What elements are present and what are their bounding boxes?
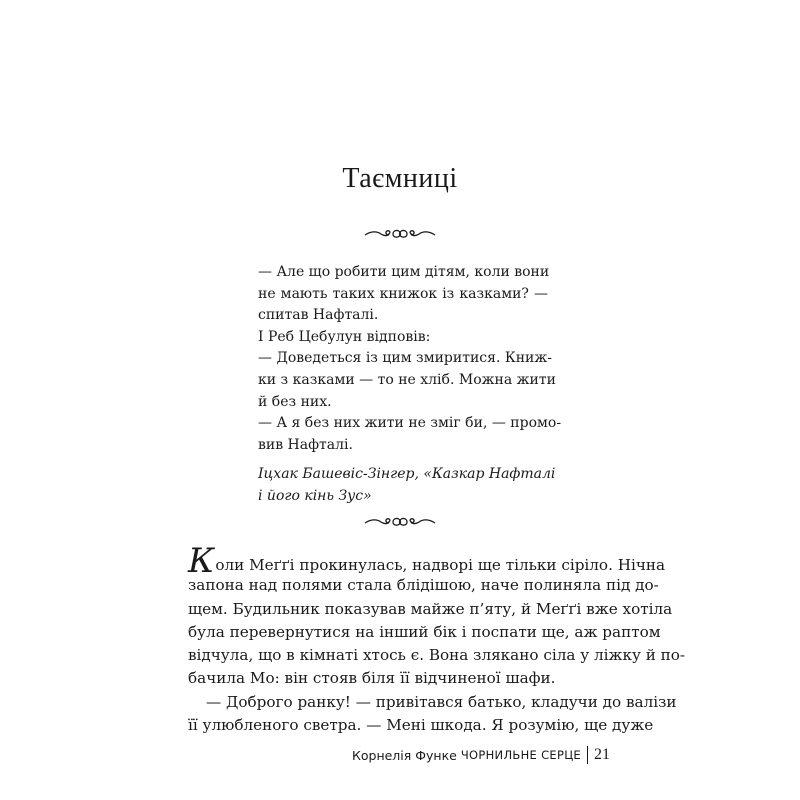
body-line: відчула, що в кімнаті хтось є. Вона злякано сіла у ліжку й по- — [188, 646, 686, 665]
body-line: Коли Меґґі прокинулась, надворі ще тільки сіріло. Нічна — [188, 541, 666, 581]
epigraph-line: — Доведеться із цим змиритися. Книж- — [258, 350, 552, 367]
epigraph-line: І Реб Цебулун відповів: — [258, 328, 431, 345]
epigraph-line: ки з казками — то не хліб. Можна жити — [258, 371, 556, 388]
scroll-flourish-icon — [363, 515, 437, 529]
epigraph — [258, 262, 562, 508]
scroll-flourish-icon — [363, 227, 437, 241]
epigraph-line: вив Нафталі. — [258, 436, 353, 453]
epigraph-line: — А я без них жити не зміг би, — промо- — [258, 415, 562, 432]
epigraph-line: спитав Нафталі. — [258, 307, 379, 324]
footer-divider — [587, 746, 588, 764]
epigraph-line: й без них. — [258, 393, 332, 410]
chapter-title: Таємниці — [342, 162, 458, 194]
epigraph-source: і його кінь Зус» — [258, 487, 372, 504]
page-number: 21 — [594, 746, 610, 763]
footer-book-title: ЧОРНИЛЬНЕ СЕРЦЕ — [460, 748, 581, 762]
body-text — [188, 541, 686, 737]
body-line: запона над полями стала блідішою, наче полиняла під до- — [188, 576, 659, 595]
footer-author: Корнелія Функе — [351, 747, 457, 763]
body-line: бачила Мо: він стояв біля її відчиненої шафи. — [188, 669, 556, 688]
page-footer — [352, 745, 610, 765]
body-line: її улюбленого светра. — Мені шкода. Я розумію, ще дуже — [188, 716, 654, 735]
drop-cap: К — [188, 541, 215, 581]
epigraph-line: не мають таких книжок із казками? — — [258, 285, 548, 302]
body-line: — Доброго ранку! — привітався батько, кладучи до валізи — [206, 692, 677, 711]
epigraph-source: Іцхак Башевіс-Зінгер, «Казкар Нафталі — [258, 466, 556, 483]
body-line: була перевернутися на інший бік і поспати ще, аж раптом — [188, 622, 661, 641]
body-line: щем. Будильник показував майже п’яту, й Меґґі вже хотіла — [188, 599, 673, 618]
epigraph-line: — Але що робити цим дітям, коли вони — [258, 264, 550, 280]
